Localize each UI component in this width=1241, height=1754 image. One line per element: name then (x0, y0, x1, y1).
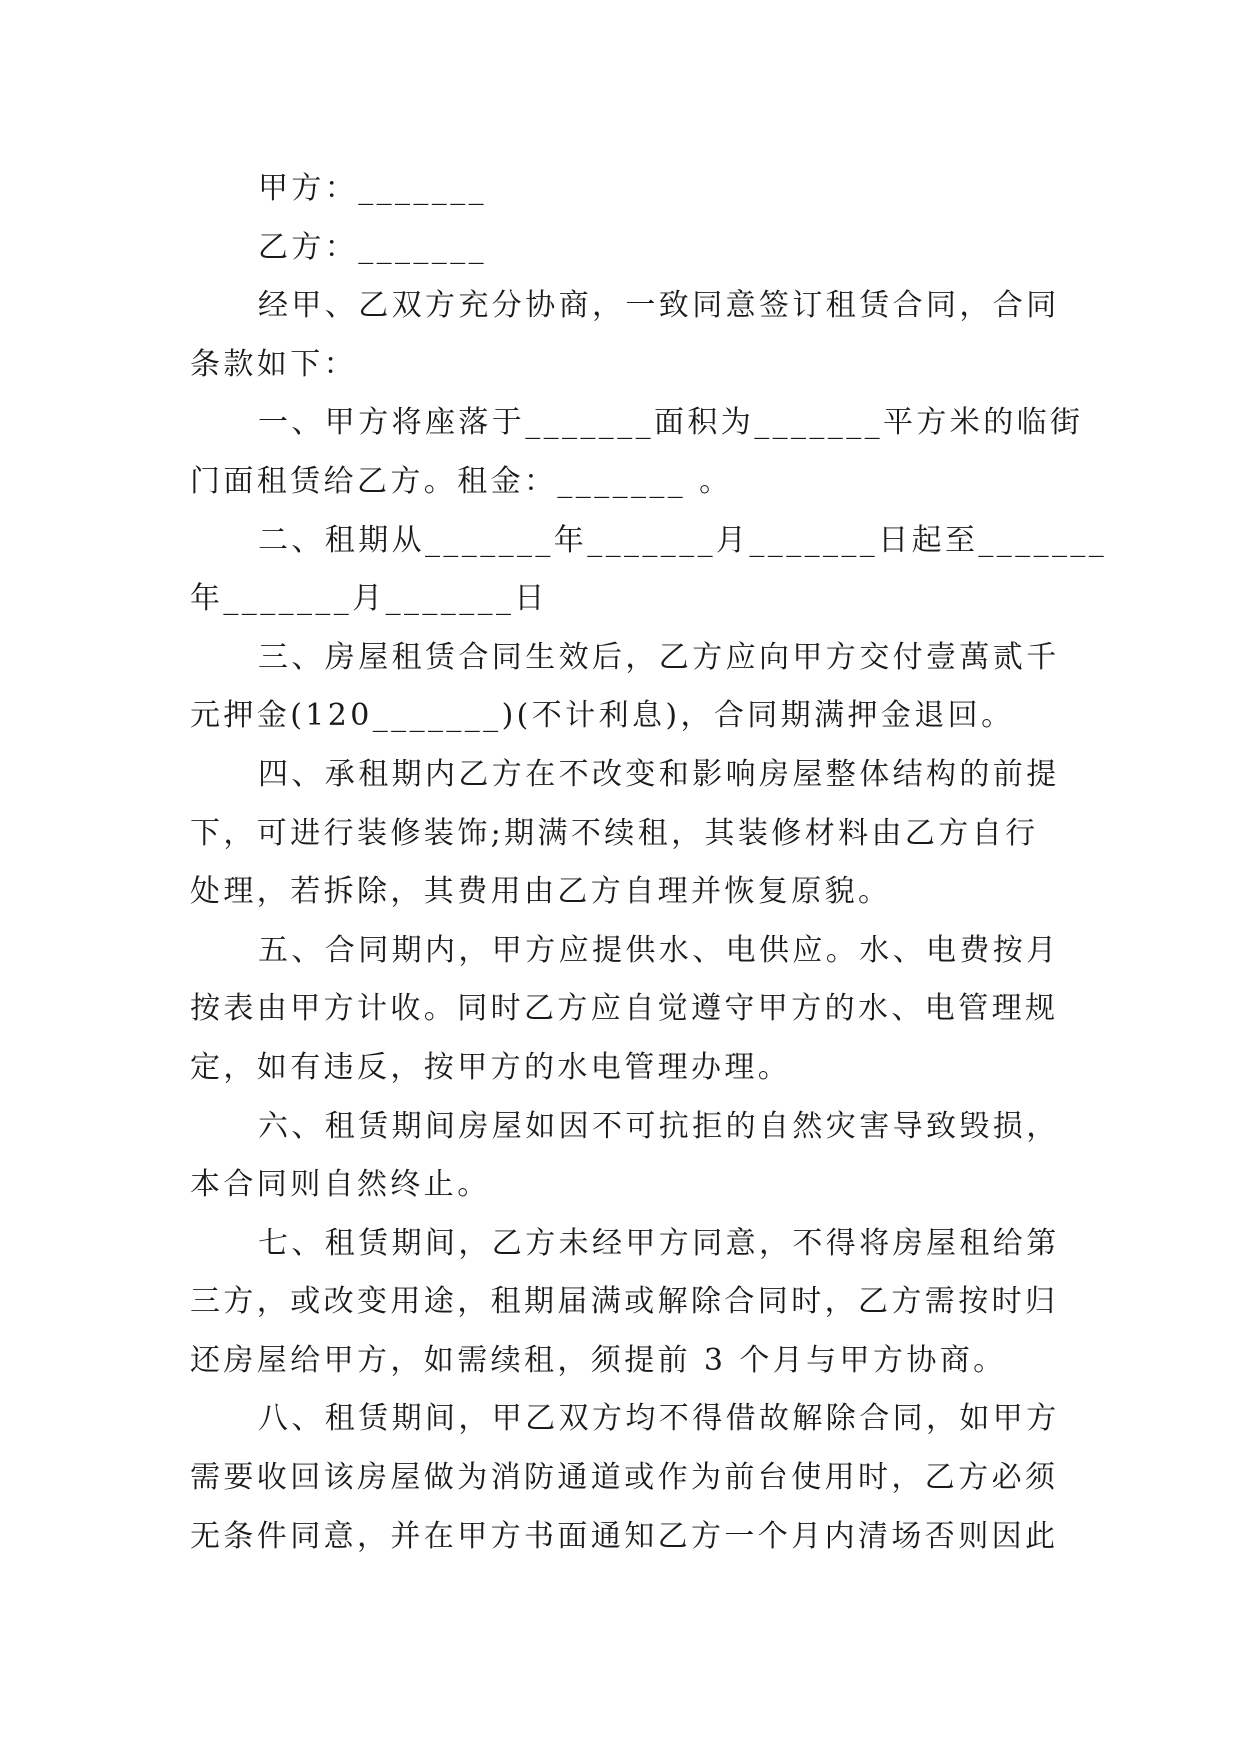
text-line: 门面租赁给乙方。租金：_______ 。 (190, 463, 733, 499)
text-line: 五、合同期内，甲方应提供水、电供应。水、电费按月 (258, 932, 1060, 968)
clause-2-paragraph (190, 512, 1108, 629)
text-line: 定，如有违反，按甲方的水电管理办理。 (190, 1049, 792, 1085)
clause-6-paragraph (190, 1098, 1060, 1215)
party-b-line (190, 219, 1060, 278)
text-line: 元押金(120_______)(不计利息)，合同期满押金退回。 (190, 698, 1015, 734)
clause-4-paragraph (190, 746, 1060, 922)
text-line: 条款如下： (190, 346, 357, 382)
text-line: 二、租期从_______年_______月_______日起至_______ (258, 522, 1108, 558)
document-page (190, 160, 1108, 1566)
party-a-line (190, 160, 1060, 219)
text-line: 甲方：_______ (258, 171, 487, 206)
text-line: 乙方：_______ (258, 229, 487, 265)
text-line: 年_______月_______日 (190, 581, 548, 617)
text-line: 需要收回该房屋做为消防通道或作为前台使用时，乙方必须 (190, 1460, 1059, 1496)
text-line: 八、租赁期间，甲乙双方均不得借故解除合同，如甲方 (258, 1401, 1060, 1437)
text-line: 六、租赁期间房屋如因不可抗拒的自然灾害导致毁损， (258, 1108, 1060, 1144)
text-line: 无条件同意，并在甲方书面通知乙方一个月内清场否则因此 (190, 1518, 1059, 1554)
clause-3-paragraph (190, 629, 1060, 746)
text-line: 处理，若拆除，其费用由乙方自理并恢复原貌。 (190, 874, 892, 910)
clause-7-paragraph (190, 1215, 1060, 1391)
text-line: 三方，或改变用途，租期届满或解除合同时，乙方需按时归 (190, 1284, 1059, 1320)
text-line: 本合同则自然终止。 (190, 1167, 491, 1203)
text-line: 还房屋给甲方，如需续租，须提前 3 个月与甲方协商。 (190, 1342, 1007, 1378)
clause-1-paragraph (190, 394, 1084, 511)
clause-8-paragraph (190, 1390, 1060, 1566)
text-line: 一、甲方将座落于_______面积为_______平方米的临街 (258, 405, 1084, 441)
text-line: 下，可进行装修装饰;期满不续租，其装修材料由乙方自行 (190, 815, 1039, 851)
clause-5-paragraph (190, 922, 1060, 1098)
text-line: 经甲、乙双方充分协商，一致同意签订租赁合同，合同 (258, 288, 1060, 324)
text-line: 三、房屋租赁合同生效后，乙方应向甲方交付壹萬贰千 (258, 639, 1060, 675)
intro-paragraph (190, 277, 1060, 394)
text-line: 四、承租期内乙方在不改变和影响房屋整体结构的前提 (258, 756, 1060, 792)
text-line: 七、租赁期间，乙方未经甲方同意，不得将房屋租给第 (258, 1225, 1060, 1261)
text-line: 按表由甲方计收。同时乙方应自觉遵守甲方的水、电管理规 (190, 991, 1059, 1027)
